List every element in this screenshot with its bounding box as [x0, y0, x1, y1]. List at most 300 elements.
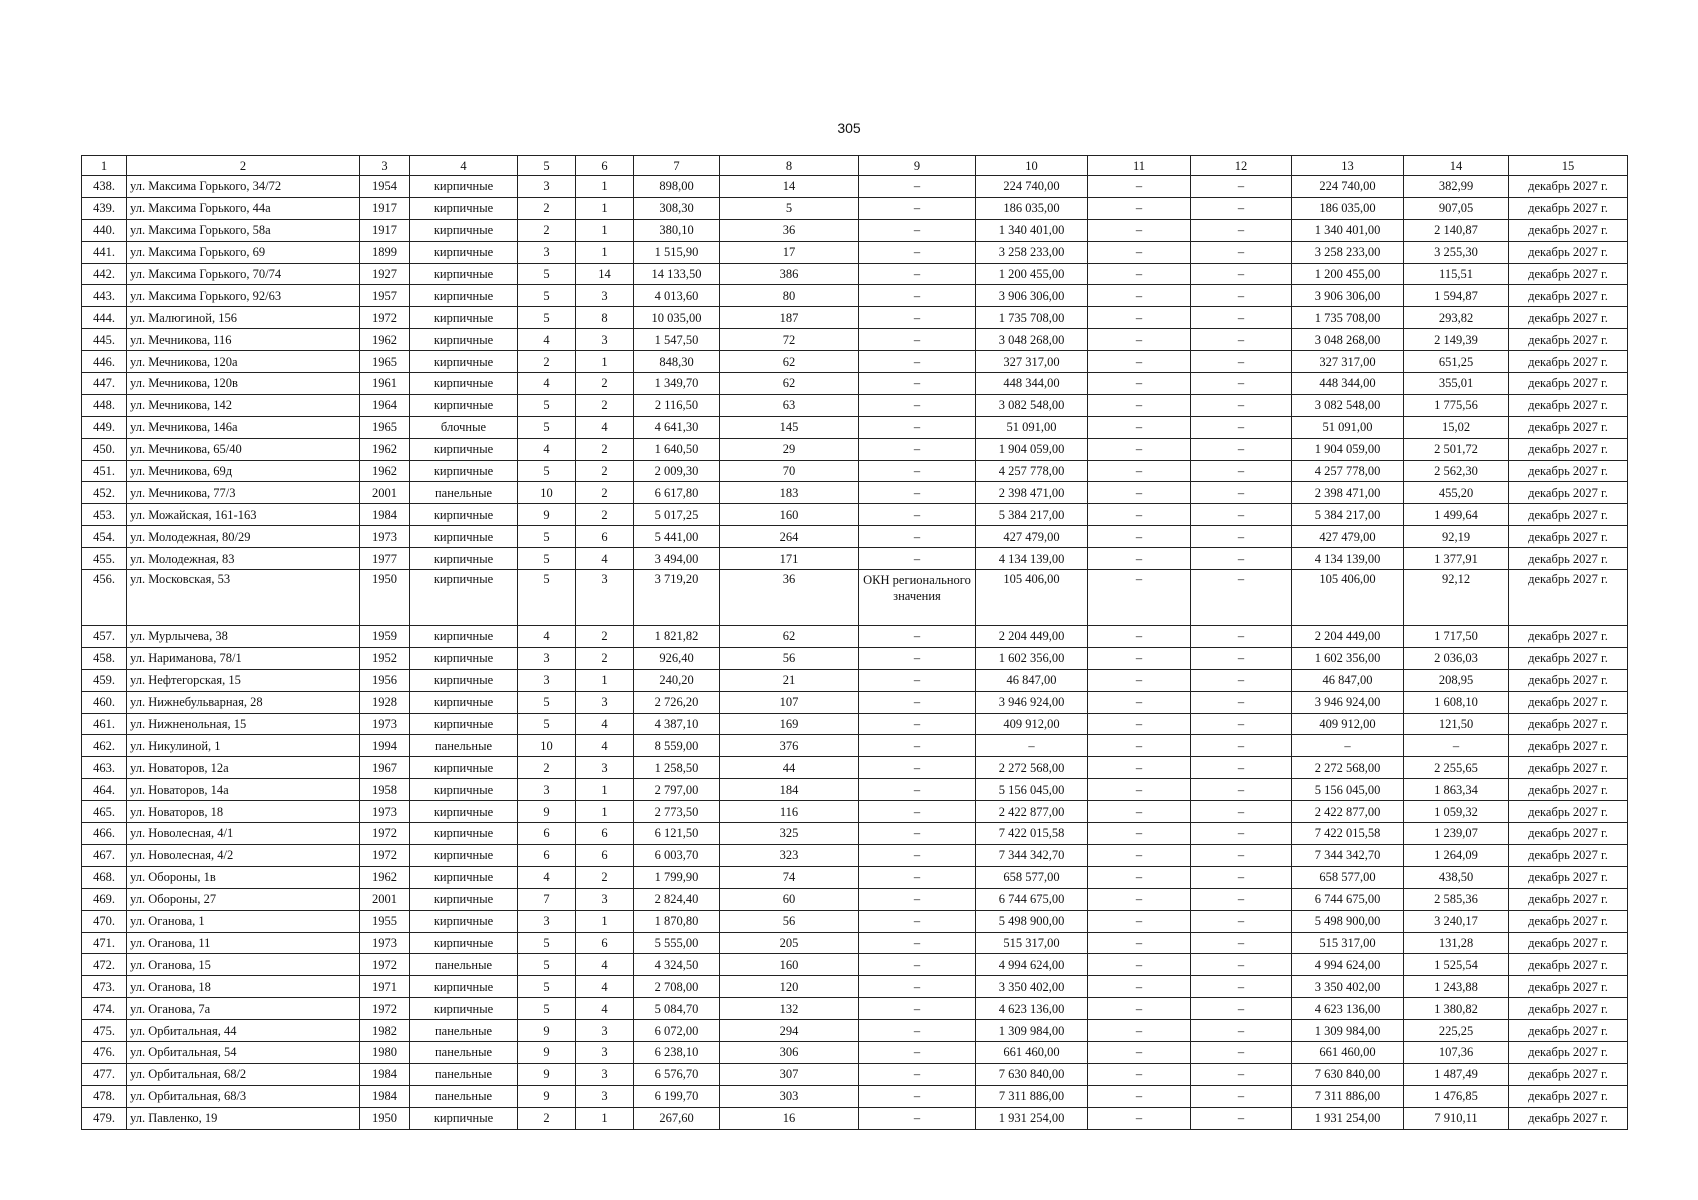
table-row [82, 801, 1628, 823]
cell-cost-col-12: – [1191, 998, 1292, 1020]
cell-year-built: 1994 [360, 735, 410, 757]
cell-cost-col-13: 3 946 924,00 [1292, 691, 1404, 713]
cell-heritage-status: – [859, 351, 976, 373]
cell-residents: 160 [720, 954, 859, 976]
cell-row-number: 443. [82, 285, 127, 307]
cell-cost-col-13: 105 406,00 [1292, 570, 1404, 626]
cell-area: 380,10 [634, 219, 720, 241]
cell-cost-per-sqm: 1 487,49 [1404, 1063, 1509, 1085]
table-row [82, 866, 1628, 888]
cell-residents: 264 [720, 526, 859, 548]
cell-address: ул. Орбитальная, 54 [127, 1041, 360, 1063]
cell-heritage-status: – [859, 757, 976, 779]
cell-wall-material: кирпичные [410, 526, 518, 548]
cell-year-built: 1980 [360, 1041, 410, 1063]
table-row [82, 351, 1628, 373]
cell-residents: 145 [720, 416, 859, 438]
cell-wall-material: кирпичные [410, 241, 518, 263]
cell-row-number: 442. [82, 263, 127, 285]
cell-cost-per-sqm: 1 264,09 [1404, 844, 1509, 866]
cell-area: 5 084,70 [634, 998, 720, 1020]
cell-address: ул. Максима Горького, 69 [127, 241, 360, 263]
cell-entrances: 4 [576, 954, 634, 976]
cell-entrances: 4 [576, 713, 634, 735]
cell-deadline: декабрь 2027 г. [1509, 932, 1628, 954]
cell-year-built: 1917 [360, 197, 410, 219]
cell-year-built: 1964 [360, 394, 410, 416]
cell-heritage-status: – [859, 285, 976, 307]
cell-residents: 56 [720, 910, 859, 932]
cell-heritage-status: – [859, 482, 976, 504]
cell-total-cost: 186 035,00 [976, 197, 1088, 219]
cell-floors: 3 [518, 176, 576, 198]
cell-deadline: декабрь 2027 г. [1509, 504, 1628, 526]
cell-deadline: декабрь 2027 г. [1509, 548, 1628, 570]
cell-heritage-status: – [859, 866, 976, 888]
cell-heritage-status: – [859, 976, 976, 998]
cell-year-built: 1956 [360, 669, 410, 691]
cell-area: 6 072,00 [634, 1020, 720, 1042]
table-row [82, 329, 1628, 351]
table-row [82, 285, 1628, 307]
cell-heritage-status: – [859, 735, 976, 757]
cell-floors: 5 [518, 394, 576, 416]
cell-cost-col-11: – [1088, 416, 1191, 438]
cell-year-built: 1954 [360, 176, 410, 198]
cell-cost-col-12: – [1191, 910, 1292, 932]
cell-cost-col-11: – [1088, 241, 1191, 263]
cell-wall-material: кирпичные [410, 438, 518, 460]
cell-year-built: 1972 [360, 998, 410, 1020]
cell-wall-material: кирпичные [410, 866, 518, 888]
cell-residents: 306 [720, 1041, 859, 1063]
cell-floors: 2 [518, 757, 576, 779]
cell-cost-col-11: – [1088, 197, 1191, 219]
cell-cost-per-sqm: 107,36 [1404, 1041, 1509, 1063]
cell-heritage-status: – [859, 713, 976, 735]
cell-deadline: декабрь 2027 г. [1509, 757, 1628, 779]
cell-cost-per-sqm: 1 377,91 [1404, 548, 1509, 570]
cell-address: ул. Павленко, 19 [127, 1107, 360, 1129]
cell-cost-per-sqm: 2 036,03 [1404, 647, 1509, 669]
cell-entrances: 3 [576, 888, 634, 910]
table-row [82, 241, 1628, 263]
cell-residents: 205 [720, 932, 859, 954]
cell-area: 5 441,00 [634, 526, 720, 548]
cell-address: ул. Мечникова, 120в [127, 373, 360, 395]
cell-year-built: 1967 [360, 757, 410, 779]
cell-cost-col-11: – [1088, 626, 1191, 648]
cell-deadline: декабрь 2027 г. [1509, 263, 1628, 285]
cell-cost-per-sqm: 15,02 [1404, 416, 1509, 438]
cell-heritage-status: – [859, 504, 976, 526]
cell-total-cost: – [976, 735, 1088, 757]
cell-year-built: 1972 [360, 307, 410, 329]
cell-residents: 184 [720, 779, 859, 801]
cell-cost-col-11: – [1088, 866, 1191, 888]
cell-cost-col-11: – [1088, 713, 1191, 735]
cell-deadline: декабрь 2027 г. [1509, 570, 1628, 626]
cell-floors: 5 [518, 976, 576, 998]
cell-cost-col-12: – [1191, 373, 1292, 395]
cell-wall-material: панельные [410, 1041, 518, 1063]
cell-cost-col-11: – [1088, 307, 1191, 329]
cell-deadline: декабрь 2027 г. [1509, 526, 1628, 548]
cell-wall-material: панельные [410, 482, 518, 504]
cell-residents: 60 [720, 888, 859, 910]
cell-total-cost: 2 204 449,00 [976, 626, 1088, 648]
cell-year-built: 1973 [360, 932, 410, 954]
cell-floors: 9 [518, 1063, 576, 1085]
cell-year-built: 1962 [360, 866, 410, 888]
cell-cost-per-sqm: 1 499,64 [1404, 504, 1509, 526]
cell-row-number: 460. [82, 691, 127, 713]
cell-total-cost: 327 317,00 [976, 351, 1088, 373]
table-row [82, 954, 1628, 976]
cell-heritage-status: – [859, 176, 976, 198]
cell-floors: 5 [518, 416, 576, 438]
cell-residents: 323 [720, 844, 859, 866]
cell-cost-per-sqm: 2 140,87 [1404, 219, 1509, 241]
cell-cost-per-sqm: 2 149,39 [1404, 329, 1509, 351]
cell-total-cost: 1 602 356,00 [976, 647, 1088, 669]
cell-row-number: 440. [82, 219, 127, 241]
cell-total-cost: 3 946 924,00 [976, 691, 1088, 713]
cell-entrances: 1 [576, 176, 634, 198]
cell-area: 308,30 [634, 197, 720, 219]
cell-deadline: декабрь 2027 г. [1509, 823, 1628, 845]
cell-total-cost: 1 735 708,00 [976, 307, 1088, 329]
cell-wall-material: блочные [410, 416, 518, 438]
cell-cost-col-12: – [1191, 219, 1292, 241]
cell-cost-per-sqm: 382,99 [1404, 176, 1509, 198]
cell-area: 2 773,50 [634, 801, 720, 823]
cell-residents: 29 [720, 438, 859, 460]
cell-total-cost: 46 847,00 [976, 669, 1088, 691]
cell-heritage-status: – [859, 844, 976, 866]
cell-residents: 294 [720, 1020, 859, 1042]
cell-cost-col-11: – [1088, 1063, 1191, 1085]
cell-cost-col-12: – [1191, 548, 1292, 570]
cell-cost-col-13: 2 272 568,00 [1292, 757, 1404, 779]
cell-row-number: 448. [82, 394, 127, 416]
cell-residents: 169 [720, 713, 859, 735]
cell-heritage-status: – [859, 647, 976, 669]
cell-address: ул. Новаторов, 12а [127, 757, 360, 779]
cell-entrances: 1 [576, 241, 634, 263]
cell-deadline: декабрь 2027 г. [1509, 910, 1628, 932]
cell-cost-col-12: – [1191, 504, 1292, 526]
cell-floors: 5 [518, 954, 576, 976]
cell-entrances: 4 [576, 976, 634, 998]
cell-area: 1 640,50 [634, 438, 720, 460]
cell-address: ул. Оганова, 15 [127, 954, 360, 976]
cell-entrances: 2 [576, 394, 634, 416]
table-row [82, 438, 1628, 460]
cell-deadline: декабрь 2027 г. [1509, 219, 1628, 241]
cell-deadline: декабрь 2027 г. [1509, 285, 1628, 307]
cell-address: ул. Мечникова, 142 [127, 394, 360, 416]
cell-row-number: 470. [82, 910, 127, 932]
cell-row-number: 439. [82, 197, 127, 219]
cell-row-number: 462. [82, 735, 127, 757]
cell-address: ул. Новаторов, 18 [127, 801, 360, 823]
cell-cost-col-11: – [1088, 526, 1191, 548]
cell-cost-col-12: – [1191, 647, 1292, 669]
cell-residents: 16 [720, 1107, 859, 1129]
cell-cost-per-sqm: 1 608,10 [1404, 691, 1509, 713]
cell-floors: 5 [518, 526, 576, 548]
cell-row-number: 472. [82, 954, 127, 976]
cell-entrances: 1 [576, 1107, 634, 1129]
cell-area: 6 121,50 [634, 823, 720, 845]
column-number-5: 5 [518, 156, 576, 176]
cell-area: 1 349,70 [634, 373, 720, 395]
table-row [82, 910, 1628, 932]
cell-year-built: 1977 [360, 548, 410, 570]
cell-cost-col-12: – [1191, 954, 1292, 976]
cell-area: 926,40 [634, 647, 720, 669]
cell-total-cost: 1 200 455,00 [976, 263, 1088, 285]
cell-year-built: 1972 [360, 823, 410, 845]
cell-year-built: 1984 [360, 1085, 410, 1107]
cell-cost-col-13: 5 498 900,00 [1292, 910, 1404, 932]
cell-cost-col-12: – [1191, 779, 1292, 801]
cell-entrances: 2 [576, 626, 634, 648]
cell-floors: 5 [518, 691, 576, 713]
table-row [82, 669, 1628, 691]
cell-cost-col-13: 4 623 136,00 [1292, 998, 1404, 1020]
cell-area: 1 515,90 [634, 241, 720, 263]
cell-entrances: 3 [576, 285, 634, 307]
cell-cost-col-13: 1 602 356,00 [1292, 647, 1404, 669]
cell-deadline: декабрь 2027 г. [1509, 626, 1628, 648]
cell-floors: 4 [518, 438, 576, 460]
cell-total-cost: 4 257 778,00 [976, 460, 1088, 482]
cell-row-number: 452. [82, 482, 127, 504]
cell-entrances: 2 [576, 504, 634, 526]
cell-cost-per-sqm: 1 775,56 [1404, 394, 1509, 416]
cell-entrances: 2 [576, 866, 634, 888]
cell-floors: 4 [518, 866, 576, 888]
cell-entrances: 1 [576, 669, 634, 691]
cell-area: 267,60 [634, 1107, 720, 1129]
cell-wall-material: кирпичные [410, 669, 518, 691]
cell-address: ул. Оганова, 11 [127, 932, 360, 954]
cell-residents: 44 [720, 757, 859, 779]
cell-cost-col-12: – [1191, 176, 1292, 198]
cell-floors: 5 [518, 548, 576, 570]
cell-cost-col-13: 327 317,00 [1292, 351, 1404, 373]
cell-row-number: 476. [82, 1041, 127, 1063]
cell-deadline: декабрь 2027 г. [1509, 1041, 1628, 1063]
cell-heritage-status: – [859, 1041, 976, 1063]
cell-area: 2 726,20 [634, 691, 720, 713]
cell-wall-material: кирпичные [410, 460, 518, 482]
cell-deadline: декабрь 2027 г. [1509, 329, 1628, 351]
cell-residents: 14 [720, 176, 859, 198]
cell-entrances: 2 [576, 373, 634, 395]
cell-address: ул. Молодежная, 83 [127, 548, 360, 570]
cell-heritage-status: – [859, 691, 976, 713]
cell-year-built: 1965 [360, 351, 410, 373]
cell-cost-col-12: – [1191, 197, 1292, 219]
cell-cost-col-11: – [1088, 548, 1191, 570]
cell-area: 898,00 [634, 176, 720, 198]
cell-cost-col-12: – [1191, 1020, 1292, 1042]
cell-residents: 120 [720, 976, 859, 998]
cell-area: 10 035,00 [634, 307, 720, 329]
cell-total-cost: 7 422 015,58 [976, 823, 1088, 845]
cell-entrances: 4 [576, 735, 634, 757]
cell-cost-col-13: 1 309 984,00 [1292, 1020, 1404, 1042]
cell-wall-material: кирпичные [410, 779, 518, 801]
cell-row-number: 454. [82, 526, 127, 548]
cell-floors: 5 [518, 713, 576, 735]
cell-heritage-status: – [859, 263, 976, 285]
cell-cost-col-13: 3 258 233,00 [1292, 241, 1404, 263]
cell-row-number: 479. [82, 1107, 127, 1129]
cell-residents: 187 [720, 307, 859, 329]
cell-cost-col-13: 46 847,00 [1292, 669, 1404, 691]
cell-wall-material: кирпичные [410, 263, 518, 285]
cell-floors: 3 [518, 241, 576, 263]
cell-area: 3 719,20 [634, 570, 720, 626]
cell-area: 2 116,50 [634, 394, 720, 416]
cell-area: 1 821,82 [634, 626, 720, 648]
cell-deadline: декабрь 2027 г. [1509, 1107, 1628, 1129]
cell-total-cost: 224 740,00 [976, 176, 1088, 198]
cell-address: ул. Обороны, 27 [127, 888, 360, 910]
cell-cost-per-sqm: 3 240,17 [1404, 910, 1509, 932]
cell-area: 2 009,30 [634, 460, 720, 482]
cell-deadline: декабрь 2027 г. [1509, 1020, 1628, 1042]
cell-cost-per-sqm: 2 255,65 [1404, 757, 1509, 779]
cell-cost-col-12: – [1191, 823, 1292, 845]
table-row [82, 626, 1628, 648]
table-row [82, 844, 1628, 866]
table-row [82, 460, 1628, 482]
cell-cost-col-12: – [1191, 438, 1292, 460]
cell-area: 1 258,50 [634, 757, 720, 779]
cell-cost-col-11: – [1088, 570, 1191, 626]
table-row [82, 757, 1628, 779]
cell-deadline: декабрь 2027 г. [1509, 801, 1628, 823]
cell-floors: 4 [518, 373, 576, 395]
cell-deadline: декабрь 2027 г. [1509, 976, 1628, 998]
cell-floors: 9 [518, 504, 576, 526]
cell-deadline: декабрь 2027 г. [1509, 998, 1628, 1020]
cell-entrances: 4 [576, 416, 634, 438]
cell-floors: 6 [518, 844, 576, 866]
table-row [82, 779, 1628, 801]
cell-total-cost: 1 904 059,00 [976, 438, 1088, 460]
table-row [82, 197, 1628, 219]
cell-cost-col-11: – [1088, 482, 1191, 504]
cell-cost-per-sqm: 208,95 [1404, 669, 1509, 691]
cell-entrances: 14 [576, 263, 634, 285]
cell-area: 6 238,10 [634, 1041, 720, 1063]
cell-entrances: 2 [576, 482, 634, 504]
cell-cost-col-13: 4 994 624,00 [1292, 954, 1404, 976]
cell-total-cost: 5 384 217,00 [976, 504, 1088, 526]
cell-entrances: 3 [576, 1041, 634, 1063]
cell-cost-col-11: – [1088, 219, 1191, 241]
cell-entrances: 1 [576, 779, 634, 801]
cell-cost-col-11: – [1088, 647, 1191, 669]
cell-cost-col-11: – [1088, 844, 1191, 866]
cell-row-number: 471. [82, 932, 127, 954]
cell-heritage-status: – [859, 998, 976, 1020]
cell-year-built: 1973 [360, 713, 410, 735]
cell-area: 4 641,30 [634, 416, 720, 438]
cell-cost-col-13: 1 340 401,00 [1292, 219, 1404, 241]
cell-wall-material: кирпичные [410, 219, 518, 241]
cell-entrances: 1 [576, 351, 634, 373]
table-row [82, 570, 1628, 626]
cell-address: ул. Максима Горького, 92/63 [127, 285, 360, 307]
cell-cost-col-13: 1 904 059,00 [1292, 438, 1404, 460]
cell-row-number: 449. [82, 416, 127, 438]
cell-row-number: 474. [82, 998, 127, 1020]
cell-area: 1 799,90 [634, 866, 720, 888]
table-row [82, 482, 1628, 504]
cell-total-cost: 6 744 675,00 [976, 888, 1088, 910]
cell-deadline: декабрь 2027 г. [1509, 735, 1628, 757]
cell-wall-material: кирпичные [410, 757, 518, 779]
cell-wall-material: кирпичные [410, 910, 518, 932]
cell-wall-material: кирпичные [410, 285, 518, 307]
cell-cost-per-sqm: 225,25 [1404, 1020, 1509, 1042]
cell-entrances: 3 [576, 329, 634, 351]
cell-year-built: 1971 [360, 976, 410, 998]
cell-year-built: 1957 [360, 285, 410, 307]
cell-address: ул. Мечникова, 65/40 [127, 438, 360, 460]
cell-cost-col-11: – [1088, 176, 1191, 198]
cell-deadline: декабрь 2027 г. [1509, 394, 1628, 416]
column-number-9: 9 [859, 156, 976, 176]
table-body [82, 176, 1628, 1130]
table-row [82, 823, 1628, 845]
cell-row-number: 466. [82, 823, 127, 845]
cell-total-cost: 4 134 139,00 [976, 548, 1088, 570]
cell-cost-col-11: – [1088, 823, 1191, 845]
cell-residents: 36 [720, 219, 859, 241]
cell-wall-material: кирпичные [410, 998, 518, 1020]
cell-address: ул. Новаторов, 14а [127, 779, 360, 801]
cell-row-number: 464. [82, 779, 127, 801]
column-number-11: 11 [1088, 156, 1191, 176]
cell-cost-col-11: – [1088, 801, 1191, 823]
cell-cost-col-13: 7 344 342,70 [1292, 844, 1404, 866]
cell-residents: 36 [720, 570, 859, 626]
column-number-row [82, 156, 1628, 176]
cell-row-number: 453. [82, 504, 127, 526]
cell-cost-per-sqm: 1 239,07 [1404, 823, 1509, 845]
table-row [82, 219, 1628, 241]
cell-residents: 72 [720, 329, 859, 351]
cell-floors: 2 [518, 197, 576, 219]
column-number-10: 10 [976, 156, 1088, 176]
cell-address: ул. Мурлычева, 38 [127, 626, 360, 648]
cell-total-cost: 2 422 877,00 [976, 801, 1088, 823]
cell-heritage-status: – [859, 460, 976, 482]
cell-wall-material: кирпичные [410, 373, 518, 395]
cell-residents: 132 [720, 998, 859, 1020]
cell-cost-col-12: – [1191, 866, 1292, 888]
cell-residents: 107 [720, 691, 859, 713]
column-number-8: 8 [720, 156, 859, 176]
